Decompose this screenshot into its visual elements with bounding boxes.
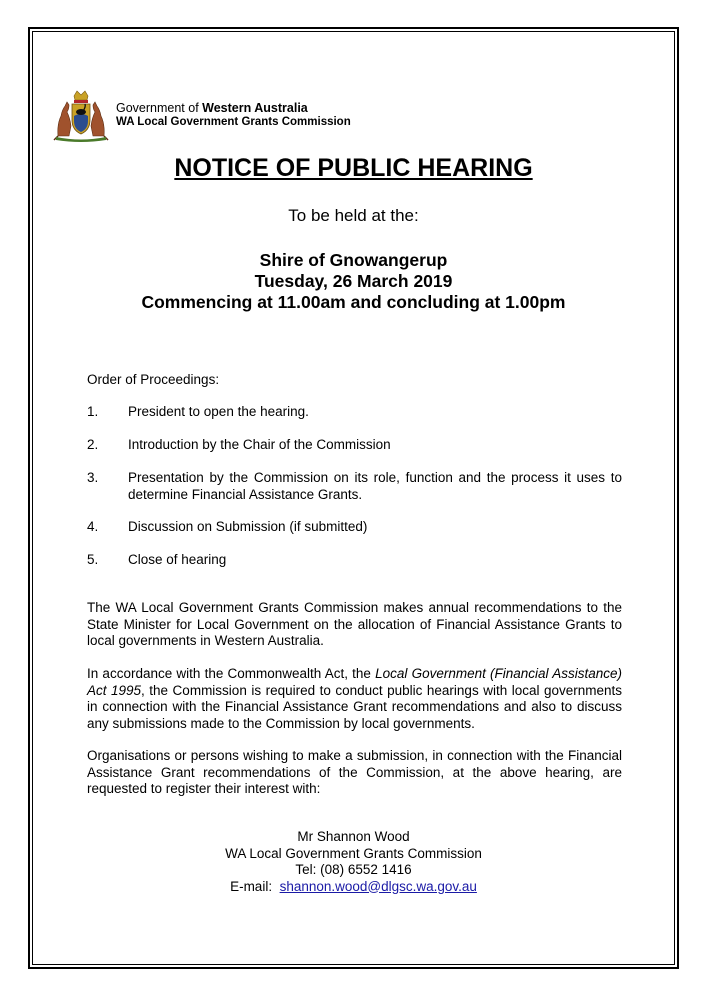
list-item-text: Presentation by the Commission on its role, function and the process it uses to determine Financial Assistance Grants. (128, 470, 622, 502)
contact-block (0, 829, 707, 895)
paragraph-submissions: Organisations or persons wishing to make a submission, in connection with the Financial Assistance Grant recommendations of the Commission, at the above hearing, are requested to register their interest with: (87, 748, 622, 796)
list-item-number: 3. (87, 470, 99, 485)
list-item-text: Close of hearing (128, 552, 227, 567)
list-item-number: 1. (87, 404, 99, 419)
paragraph-legislation (87, 666, 622, 732)
page-title: NOTICE OF PUBLIC HEARING (174, 154, 533, 182)
hearing-date: Tuesday, 26 March 2019 (254, 271, 453, 291)
list-item-text: President to open the hearing. (128, 404, 309, 419)
gov-prefix: Government of (116, 101, 203, 115)
proceedings-heading: Order of Proceedings: (87, 372, 220, 387)
contact-email-line (0, 879, 707, 896)
gov-state: Western Australia (202, 101, 308, 115)
list-item-number: 2. (87, 437, 99, 452)
paragraph-text: In accordance with the Commonwealth Act, the (87, 666, 376, 681)
contact-email-label: E-mail: (230, 878, 280, 894)
held-at-label: To be held at the: (288, 206, 419, 225)
wa-coat-of-arms-icon (52, 90, 110, 142)
paragraph-commission-role: The WA Local Government Grants Commission makes annual recommendations to the State Minister for Local Government on the allocation of Financial Assistance Grants to local governments in Western Australia. (87, 600, 622, 648)
paragraph-text: , the Commission is required to conduct public hearings with local governments in connection with the Financial Assistance Grant recommendations and also to discuss any submissions made to the Commission by local governments. (87, 682, 622, 731)
commission-name: WA Local Government Grants Commission (116, 116, 351, 128)
contact-name: Mr Shannon Wood (297, 829, 410, 844)
government-name (116, 101, 308, 115)
hearing-time: Commencing at 11.00am and concluding at 1.00pm (141, 292, 566, 312)
contact-email-link[interactable]: shannon.wood@dlgsc.wa.gov.au (279, 878, 477, 894)
list-item-text: Discussion on Submission (if submitted) (128, 519, 368, 534)
contact-phone: Tel: (08) 6552 1416 (295, 862, 412, 877)
hearing-venue: Shire of Gnowangerup (259, 250, 448, 270)
contact-organisation: WA Local Government Grants Commission (225, 845, 482, 861)
act-title: Local Government (Financial Assistance) Act 1995 (87, 666, 622, 698)
list-item-number: 5. (87, 552, 99, 567)
list-item-number: 4. (87, 519, 99, 534)
list-item-text: Introduction by the Chair of the Commission (128, 437, 391, 452)
hearing-details (0, 250, 707, 313)
